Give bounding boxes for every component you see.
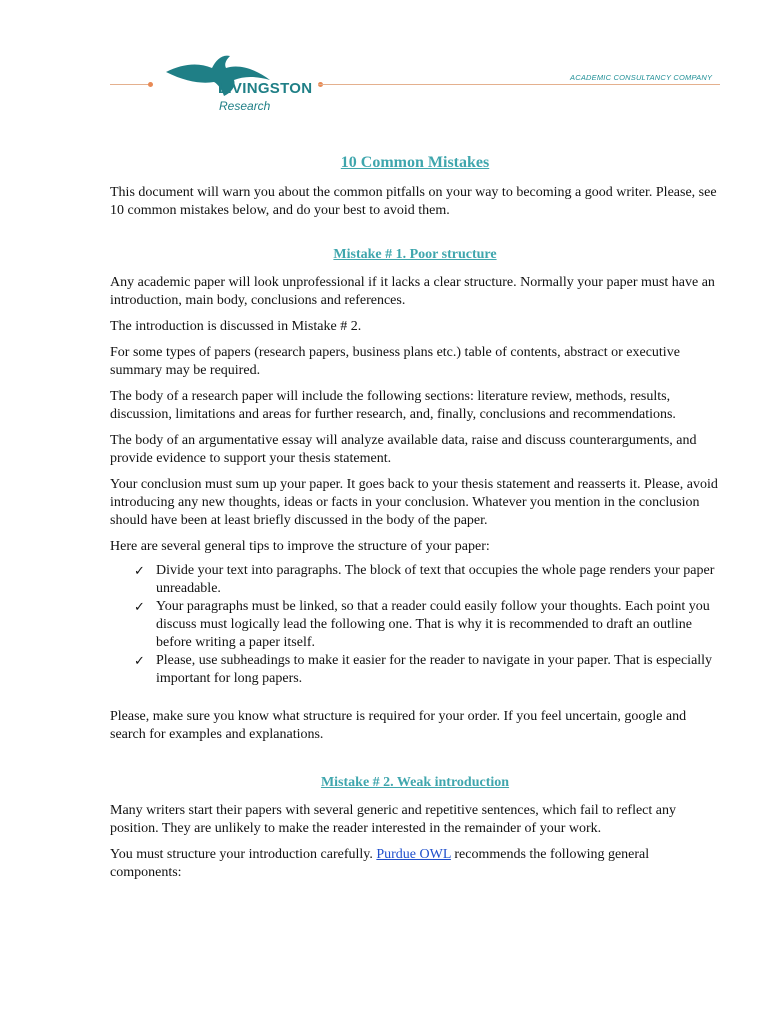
paragraph: Many writers start their papers with several generic and repetitive sentences, which fail to reflect any position. They are unlikely to make the reader interested in the remainder of your work. — [110, 803, 676, 836]
paragraph: For some types of papers (research papers, business plans etc.) table of contents, abstract or executive summary may be required. — [110, 345, 680, 378]
header-rule-left — [110, 84, 150, 85]
paragraph: The body of an argumentative essay will analyze available data, raise and discuss counterarguments, and provide evidence to support your thesis statement. — [110, 433, 697, 466]
paragraph: Please, make sure you know what structure is required for your order. If you feel uncertain, google and search for examples and explanations. — [110, 709, 687, 742]
paragraph: The body of a research paper will include the following sections: literature review, methods, results, discussion, limitations and areas for further research, and, finally, conclusions and recommendations. — [110, 389, 676, 422]
purdue-owl-link[interactable]: Purdue OWL — [376, 847, 451, 862]
tips-list — [110, 562, 720, 688]
header-dot-left — [148, 82, 153, 87]
checkmark-icon: ✓ — [134, 599, 145, 614]
document-body — [110, 154, 720, 882]
paragraph: You must structure your introduction carefully. Purdue OWL recommends the following general components: — [110, 847, 650, 880]
intro-paragraph: This document will warn you about the common pitfalls on your way to becoming a good writer. Please, see 10 common mistakes below, and do your best to avoid them. — [110, 185, 717, 218]
checkmark-icon: ✓ — [134, 563, 145, 578]
logo-subtitle: Research — [219, 99, 271, 113]
list-item: ✓ Your paragraphs must be linked, so that a reader could easily follow your thoughts. Each point you discuss must logically lead the following one. That is why it is recommended to draft an outline before writing a paper itself. — [134, 599, 710, 650]
paragraph: Your conclusion must sum up your paper. It goes back to your thesis statement and reasserts it. Please, avoid introducing any new thoughts, ideas or facts in your conclusion. Whatever you mention in the conclusion should have been at least briefly discussed in the body of the paper. — [110, 477, 718, 528]
document-title: 10 Common Mistakes — [340, 154, 490, 171]
page-header — [0, 0, 768, 130]
header-tagline: ACADEMIC CONSULTANCY COMPANY — [570, 73, 713, 82]
list-item: ✓ Divide your text into paragraphs. The block of text that occupies the whole page renders your paper unreadable. — [134, 563, 715, 596]
logo-wordmark: LIVINGSTON — [218, 80, 313, 97]
paragraph: Here are several general tips to improve the structure of your paper: — [110, 539, 490, 554]
checkmark-icon: ✓ — [134, 653, 145, 668]
list-item: ✓ Please, use subheadings to make it easier for the reader to navigate in your paper. That is especially important for long papers. — [134, 653, 713, 686]
header-rule-right — [318, 84, 720, 85]
paragraph: The introduction is discussed in Mistake # 2. — [110, 319, 362, 334]
section-heading-mistake-1: Mistake # 1. Poor structure — [333, 247, 497, 262]
section-heading-mistake-2: Mistake # 2. Weak introduction — [320, 775, 510, 790]
paragraph: Any academic paper will look unprofessional if it lacks a clear structure. Normally your paper must have an introduction, main body, conclusions and references. — [110, 275, 715, 308]
